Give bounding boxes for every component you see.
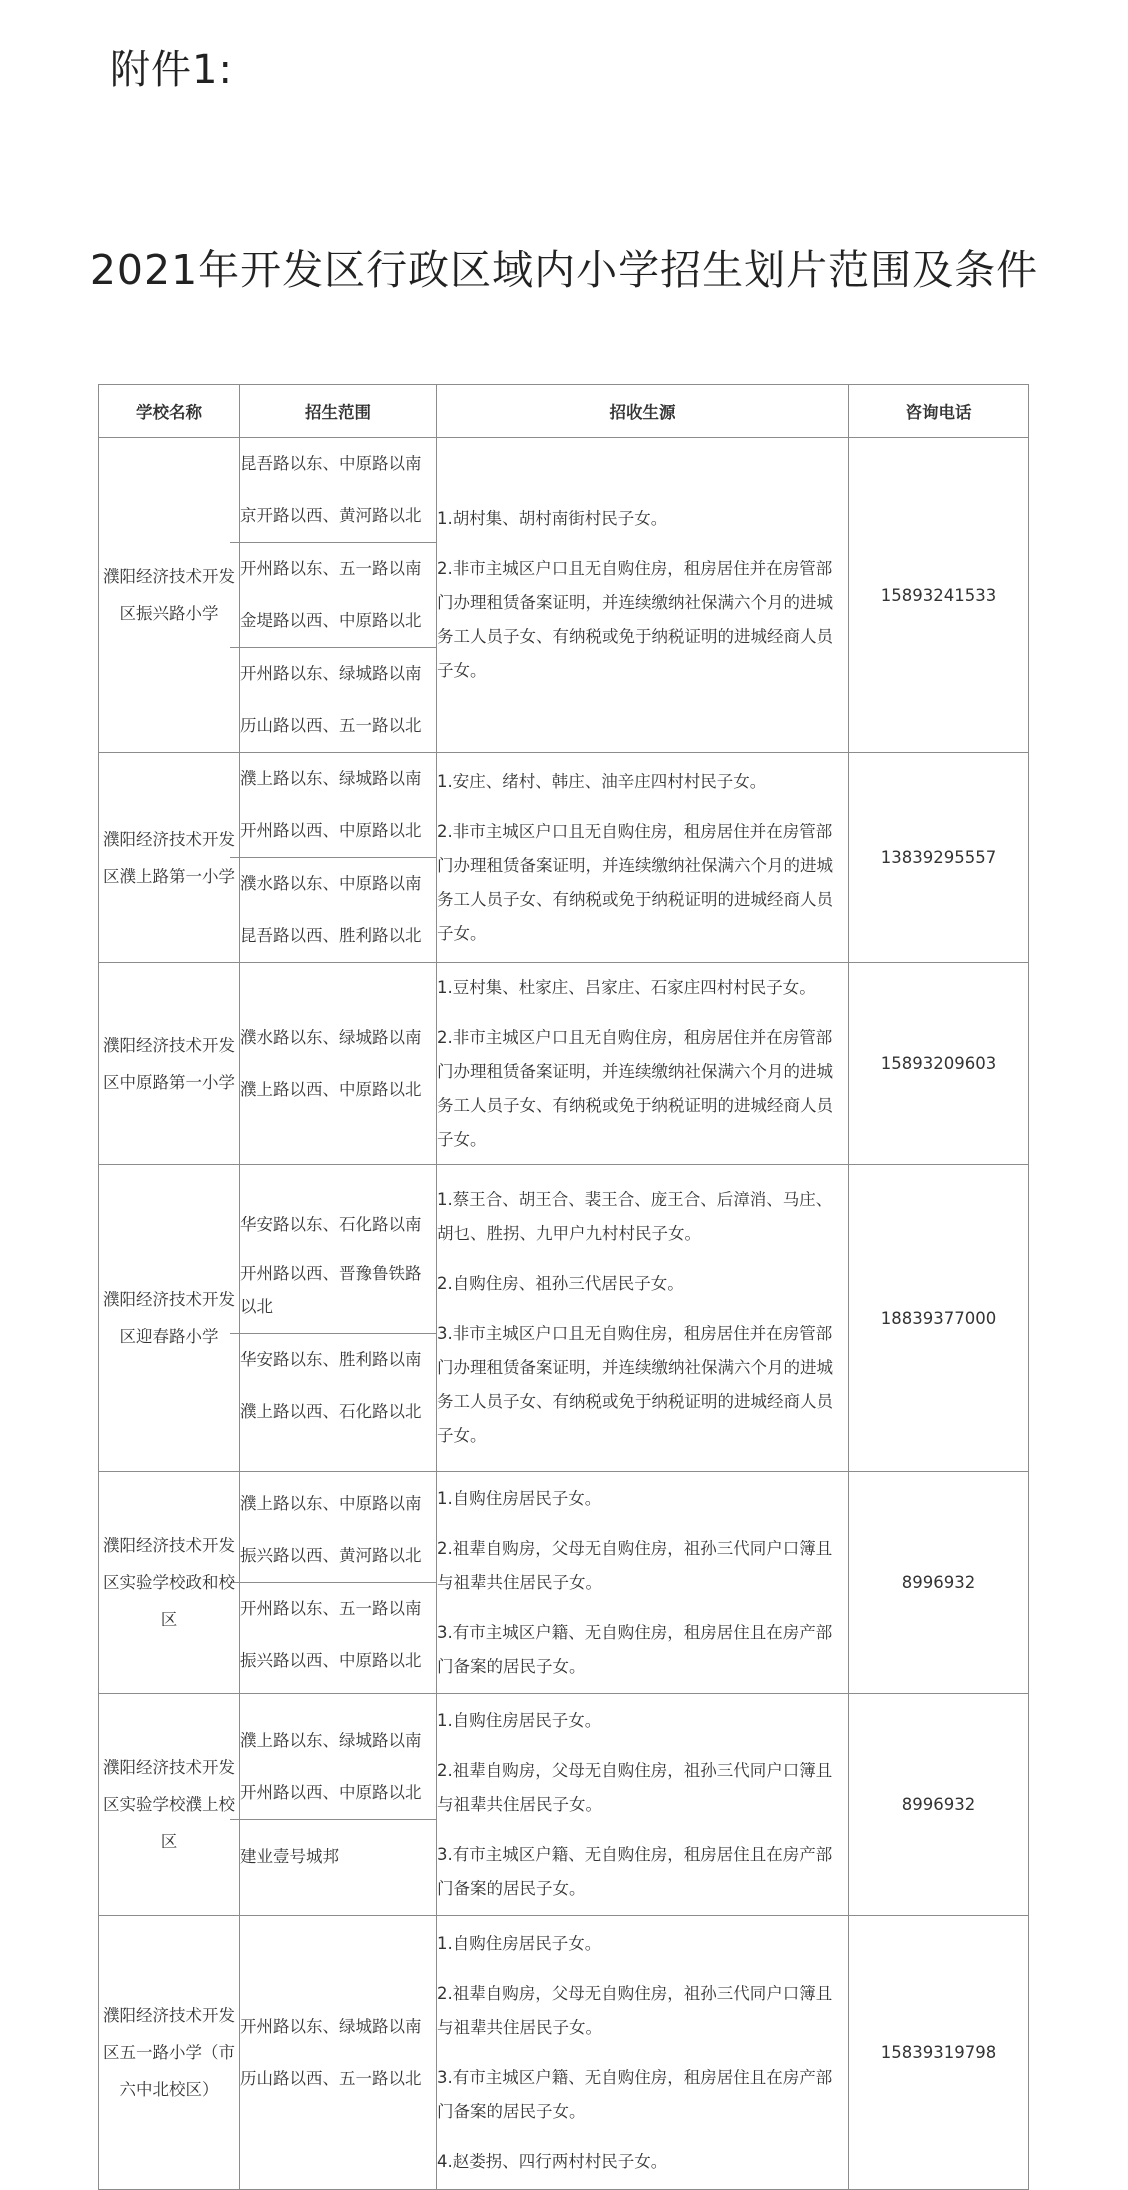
header-enrollment-area: 招生范围 xyxy=(240,385,437,438)
condition-item: 1.胡村集、胡村南街村民子女。 xyxy=(437,509,668,528)
phone-cell: 8996932 xyxy=(849,1472,1029,1694)
condition-item: 3.有市主城区户籍、无自购住房，租房居住且在房产部门备案的居民子女。 xyxy=(437,1622,833,1676)
area-line: 华安路以东、石化路以南 xyxy=(240,1214,422,1234)
condition-item: 3.非市主城区户口且无自购住房，租房居住并在房管部门办理租赁备案证明，并连续缴纳社保满六个月的进城务工人员子女、有纳税或免于纳税证明的进城经商人员子女。 xyxy=(437,1324,833,1445)
condition-item: 3.有市主城区户籍、无自购住房，租房居住且在房产部门备案的居民子女。 xyxy=(437,1844,833,1898)
conditions-cell xyxy=(437,1472,849,1694)
condition-item: 2.非市主城区户口且无自购住房，租房居住并在房管部门办理租赁备案证明，并连续缴纳社保满六个月的进城务工人员子女、有纳税或免于纳税证明的进城经商人员子女。 xyxy=(437,821,833,943)
area-line: 开州路以西、中原路以北 xyxy=(240,1783,422,1802)
area-cell xyxy=(240,1165,437,1472)
school-name-cell: 濮阳经济技术开发区迎春路小学 xyxy=(99,1165,240,1472)
area-line: 濮水路以东、中原路以南 xyxy=(230,857,436,910)
school-name-cell: 濮阳经济技术开发区实验学校政和校区 xyxy=(99,1472,240,1694)
condition-item: 1.蔡王合、胡王合、裴王合、庞王合、后漳消、马庄、胡乜、胜拐、九甲户九村村民子女。 xyxy=(437,1190,833,1243)
area-line: 濮水路以东、绿城路以南 xyxy=(240,1027,422,1047)
condition-item: 2.祖辈自购房，父母无自购住房，祖孙三代同户口簿且与祖辈共住居民子女。 xyxy=(437,1983,833,2037)
area-line: 历山路以西、五一路以北 xyxy=(240,716,422,735)
condition-item: 4.赵娄拐、四行两村村民子女。 xyxy=(437,2151,668,2171)
area-line: 振兴路以西、黄河路以北 xyxy=(240,1546,422,1565)
area-line: 振兴路以西、中原路以北 xyxy=(240,1651,422,1670)
area-line: 昆吾路以东、中原路以南 xyxy=(240,454,422,473)
conditions-cell xyxy=(437,1694,849,1916)
phone-cell: 8996932 xyxy=(849,1694,1029,1916)
condition-item: 3.有市主城区户籍、无自购住房，租房居住且在房产部门备案的居民子女。 xyxy=(437,2067,833,2121)
condition-item: 1.自购住房居民子女。 xyxy=(437,1710,602,1730)
area-line: 开州路以东、绿城路以南 xyxy=(230,647,436,700)
conditions-cell xyxy=(437,438,849,753)
conditions-cell xyxy=(437,753,849,963)
table-row xyxy=(99,1694,1029,1916)
area-line: 昆吾路以西、胜利路以北 xyxy=(240,926,422,945)
area-cell xyxy=(240,1694,437,1916)
area-line: 濮上路以西、中原路以北 xyxy=(240,1079,422,1099)
condition-item: 1.豆村集、杜家庄、吕家庄、石家庄四村村民子女。 xyxy=(437,977,816,997)
condition-item: 1.自购住房居民子女。 xyxy=(437,1488,602,1508)
conditions-cell xyxy=(437,1916,849,2190)
area-line: 京开路以西、黄河路以北 xyxy=(240,506,422,525)
phone-cell: 15893241533 xyxy=(849,438,1029,753)
table-row xyxy=(99,753,1029,963)
area-line: 历山路以西、五一路以北 xyxy=(240,2068,422,2088)
area-line: 建业壹号城邦 xyxy=(230,1819,436,1894)
school-name-cell: 濮阳经济技术开发区实验学校濮上校区 xyxy=(99,1694,240,1916)
area-line: 金堤路以西、中原路以北 xyxy=(240,611,422,630)
table-row xyxy=(99,963,1029,1165)
phone-cell: 18839377000 xyxy=(849,1165,1029,1472)
area-line: 华安路以东、胜利路以南 xyxy=(230,1333,436,1386)
condition-item: 2.非市主城区户口且无自购住房，租房居住并在房管部门办理租赁备案证明，并连续缴纳社保满六个月的进城务工人员子女、有纳税或免于纳税证明的进城经商人员子女。 xyxy=(437,559,833,680)
school-name-cell: 濮阳经济技术开发区振兴路小学 xyxy=(99,438,240,753)
area-line: 濮上路以东、绿城路以南 xyxy=(240,769,422,788)
table-row xyxy=(99,1916,1029,2190)
area-line: 开州路以东、五一路以南 xyxy=(230,542,436,595)
conditions-cell xyxy=(437,963,849,1165)
area-cell xyxy=(240,753,437,963)
header-student-source: 招收生源 xyxy=(437,385,849,438)
header-phone: 咨询电话 xyxy=(849,385,1029,438)
school-name-cell: 濮阳经济技术开发区五一路小学（市六中北校区） xyxy=(99,1916,240,2190)
table-row xyxy=(99,1472,1029,1694)
table-row xyxy=(99,1165,1029,1472)
area-cell xyxy=(240,1472,437,1694)
school-name-cell: 濮阳经济技术开发区中原路第一小学 xyxy=(99,963,240,1165)
area-line: 濮上路以东、绿城路以南 xyxy=(240,1731,422,1750)
table-header-row xyxy=(99,385,1029,438)
conditions-cell xyxy=(437,1165,849,1472)
area-cell xyxy=(240,438,437,753)
attachment-label: 附件1: xyxy=(110,47,233,93)
condition-item: 2.非市主城区户口且无自购住房，租房居住并在房管部门办理租赁备案证明，并连续缴纳社保满六个月的进城务工人员子女、有纳税或免于纳税证明的进城经商人员子女。 xyxy=(437,1027,833,1149)
phone-cell: 15893209603 xyxy=(849,963,1029,1165)
area-line: 开州路以东、绿城路以南 xyxy=(240,2016,422,2036)
area-cell xyxy=(240,1916,437,2190)
area-line: 濮上路以东、中原路以南 xyxy=(240,1494,422,1513)
area-cell xyxy=(240,963,437,1165)
area-line: 濮上路以西、石化路以北 xyxy=(240,1401,422,1421)
condition-item: 2.祖辈自购房，父母无自购住房，祖孙三代同户口簿且与祖辈共住居民子女。 xyxy=(437,1760,833,1814)
condition-item: 2.祖辈自购房，父母无自购住房，祖孙三代同户口簿且与祖辈共住居民子女。 xyxy=(437,1538,833,1592)
school-name-cell: 濮阳经济技术开发区濮上路第一小学 xyxy=(99,753,240,963)
enrollment-table xyxy=(98,384,1029,2190)
table-row xyxy=(99,438,1029,753)
area-line: 开州路以东、五一路以南 xyxy=(230,1582,436,1635)
condition-item: 1.自购住房居民子女。 xyxy=(437,1933,602,1953)
document-title: 2021年开发区行政区域内小学招生划片范围及条件 xyxy=(89,246,1039,294)
phone-cell: 13839295557 xyxy=(849,753,1029,963)
header-school-name: 学校名称 xyxy=(99,385,240,438)
phone-cell: 15839319798 xyxy=(849,1916,1029,2190)
condition-item: 1.安庄、绪村、韩庄、油辛庄四村村民子女。 xyxy=(437,771,767,791)
condition-item: 2.自购住房、祖孙三代居民子女。 xyxy=(437,1274,684,1293)
area-line: 开州路以西、晋豫鲁铁路以北 xyxy=(240,1263,422,1316)
area-line: 开州路以西、中原路以北 xyxy=(240,821,422,840)
